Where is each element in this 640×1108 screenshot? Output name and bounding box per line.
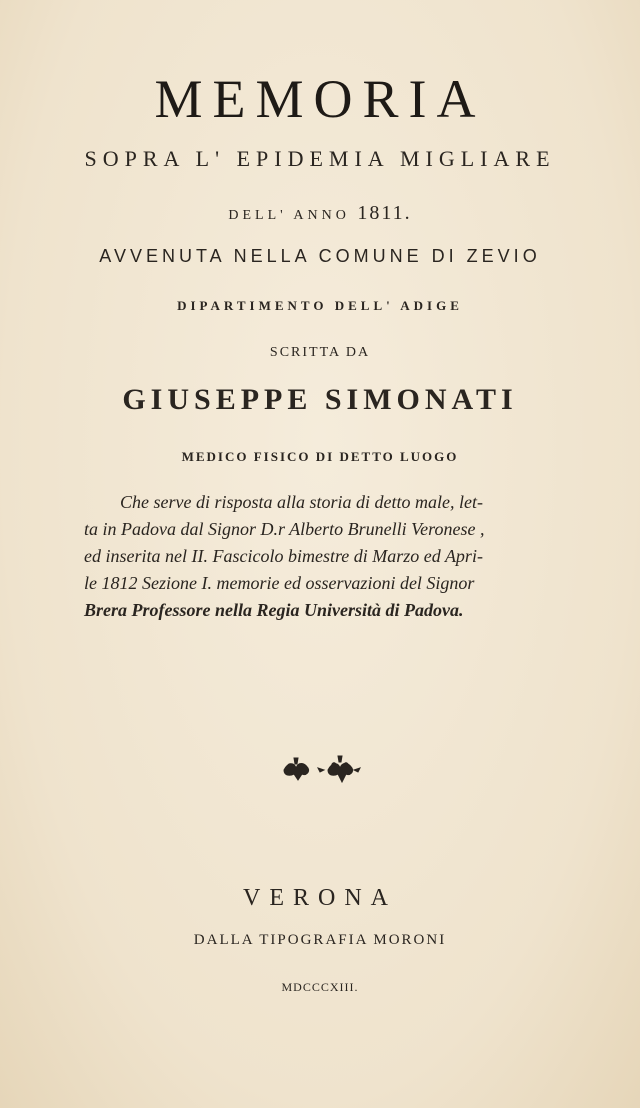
fleuron-ornament-icon <box>280 752 364 786</box>
subtitle-year-prefix: DELL' ANNO <box>228 208 350 223</box>
imprint-date: MDCCCXIII. <box>281 980 359 994</box>
description-line: Brera Professore nella Regia Università di Padova. <box>84 600 464 620</box>
subtitle-year: 1811. <box>357 202 412 224</box>
description-line: le 1812 Sezione I. memorie ed osservazioni del Signor <box>84 573 475 593</box>
imprint-printer: DALLA TIPOGRAFIA MORONI <box>193 932 447 948</box>
description-line: Che serve di risposta alla storia di detto male, let- <box>120 492 483 512</box>
subtitle-location: AVVENUTA NELLA COMUNE DI ZEVIO <box>99 246 541 266</box>
subtitle-epidemic: SOPRA L' EPIDEMIA MIGLIARE <box>84 146 556 171</box>
description-line: ta in Padova dal Signor D.r Alberto Brunelli Veronese , <box>84 519 485 539</box>
imprint-city: VERONA <box>243 885 397 911</box>
author-name: GIUSEPPE SIMONATI <box>122 383 518 416</box>
subtitle-department: DIPARTIMENTO DELL' ADIGE <box>177 298 463 313</box>
document-title: MEMORIA <box>154 69 486 129</box>
description-paragraph <box>84 489 600 624</box>
subtitle-year-line <box>0 202 640 225</box>
description-line: ed inserita nel II. Fascicolo bimestre di Marzo ed Apri- <box>84 546 483 566</box>
written-by-label: SCRITTA DA <box>269 345 371 360</box>
author-role: MEDICO FISICO DI DETTO LUOGO <box>181 449 459 464</box>
